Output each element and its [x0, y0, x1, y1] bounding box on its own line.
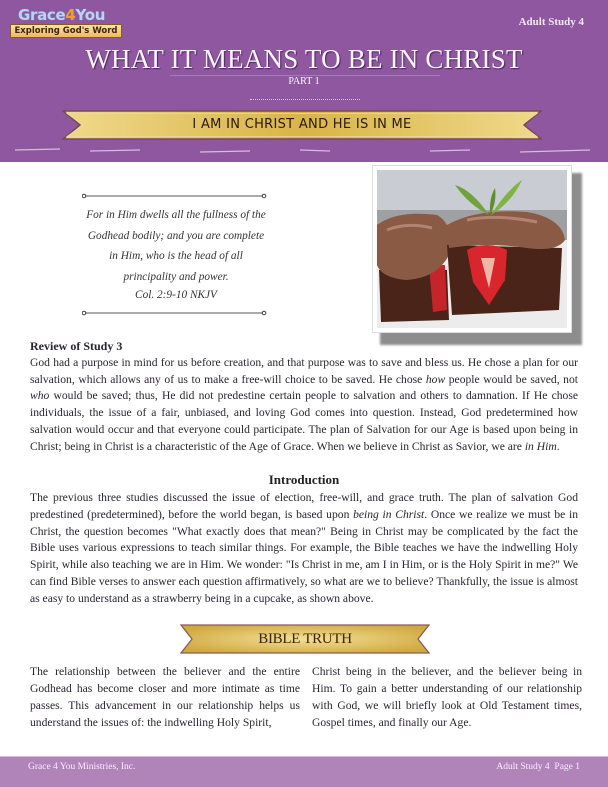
review-emphasis: in Him [524, 439, 557, 453]
quote-line: For in Him dwells all the fullness of the [86, 209, 266, 221]
introduction-section [30, 490, 578, 608]
brush-edge-decoration [0, 146, 608, 164]
bible-truth-column-1: The relationship between the believer and the entire Godhead has become closer and more intimate as time passes. This advancement in our relationship helps us understand the issues of: the indwelling Holy Spirit, [30, 665, 300, 729]
introduction-text: . Once we realize we must be in Christ, the question becomes "What exactly does that mean?" Being in Christ may be complicated by the fact the Bible uses various expressions to teach similar things. For example, the Bible teaches we have the indwelling Holy Spirit, while also teaching we are in Him. We wonder: "Is Christ in me, am I in Him, or is the Holy Spirit in me?" We can find Bible verses to answer each question affirmatively, so what are we to believe? Thankfully, the issue is almost as easy to understand as a strawberry being in a cupcake, as shown above. [30, 507, 578, 605]
page-title: WHAT IT MEANS TO BE IN CHRIST [85, 44, 523, 74]
review-heading: Review of Study 3 [30, 339, 123, 353]
review-emphasis: how [425, 372, 446, 386]
introduction-heading: Introduction [268, 472, 340, 487]
review-text: God had a purpose in mind for us before creation, and that purpose was to save and bless us. He chose a plan for our salvation, which allows any of us to make a free-will choice to be saved. He chose [30, 355, 578, 386]
bible-truth-column-2: Christ being in the believer, and the believer being in Him. To gain a better understanding of our relationship with God, we will briefly look at Old Testament times, Gospel times, and finally our Age. [312, 665, 582, 729]
quote-reference: Col. 2:9-10 NKJV [135, 289, 217, 301]
cupcake-photo-frame [372, 165, 572, 333]
subtitle-divider [250, 99, 360, 100]
footer-publisher: Grace 4 You Ministries, Inc. [28, 762, 136, 772]
review-section [30, 338, 578, 456]
grace4you-logo [10, 6, 122, 40]
strawberry-cupcake-image-icon [377, 170, 567, 328]
scripture-quote [80, 186, 285, 321]
logo-brand-four: 4 [65, 6, 76, 24]
cupcake-photo [377, 170, 567, 328]
topic-banner-text: I AM IN CHRIST AND HE IS IN ME [192, 117, 412, 132]
page-subtitle: PART 1 [288, 76, 320, 87]
introduction-emphasis: being in Christ [353, 507, 425, 521]
quote-line: principality and power. [123, 270, 229, 283]
introduction-text: The previous three studies discussed the issue of election, free-will, and grace truth. The plan of salvation God predestined (predetermined), before the world began, is based upon [30, 491, 578, 521]
quote-body [80, 204, 272, 287]
logo-brand [18, 6, 105, 24]
topic-banner [62, 110, 542, 140]
logo-brand-you: You [75, 6, 106, 24]
bible-truth-heading: BIBLE TRUTH [258, 631, 352, 647]
quote-line: Godhead bodily; and you are complete [87, 229, 265, 242]
review-text: people would be saved, not [445, 372, 578, 386]
study-label: Adult Study 4 [518, 16, 584, 28]
quote-line: in Him, who is the head of all [109, 250, 243, 262]
review-text: would be saved; thus, He did not predestine certain people to salvation and others to damnation. If He chose individuals, the issue of a fair, unbiased, and loving God comes into question. Instead, God predetermined how salvation would occur and that everyone could participate. The plan of Salvation for our Age is based upon being in Christ; being in Christ is a characteristic of the Age of Grace. When we believe in Christ as Savior, we are [30, 389, 578, 453]
review-emphasis: who [30, 389, 50, 403]
logo-brand-grace: Grace [18, 6, 66, 24]
flourish-divider-icon [82, 310, 267, 316]
page-footer [0, 756, 608, 787]
logo-tagline: Exploring God's Word [10, 24, 122, 38]
introduction-paragraph [30, 490, 578, 608]
page-header [0, 0, 608, 162]
review-text: . [556, 439, 560, 453]
bible-truth-columns [30, 663, 582, 731]
review-paragraph [30, 355, 578, 456]
bible-truth-banner [180, 623, 430, 655]
flourish-divider-icon [82, 193, 267, 199]
footer-page-number: Adult Study 4 Page 1 [496, 762, 580, 772]
